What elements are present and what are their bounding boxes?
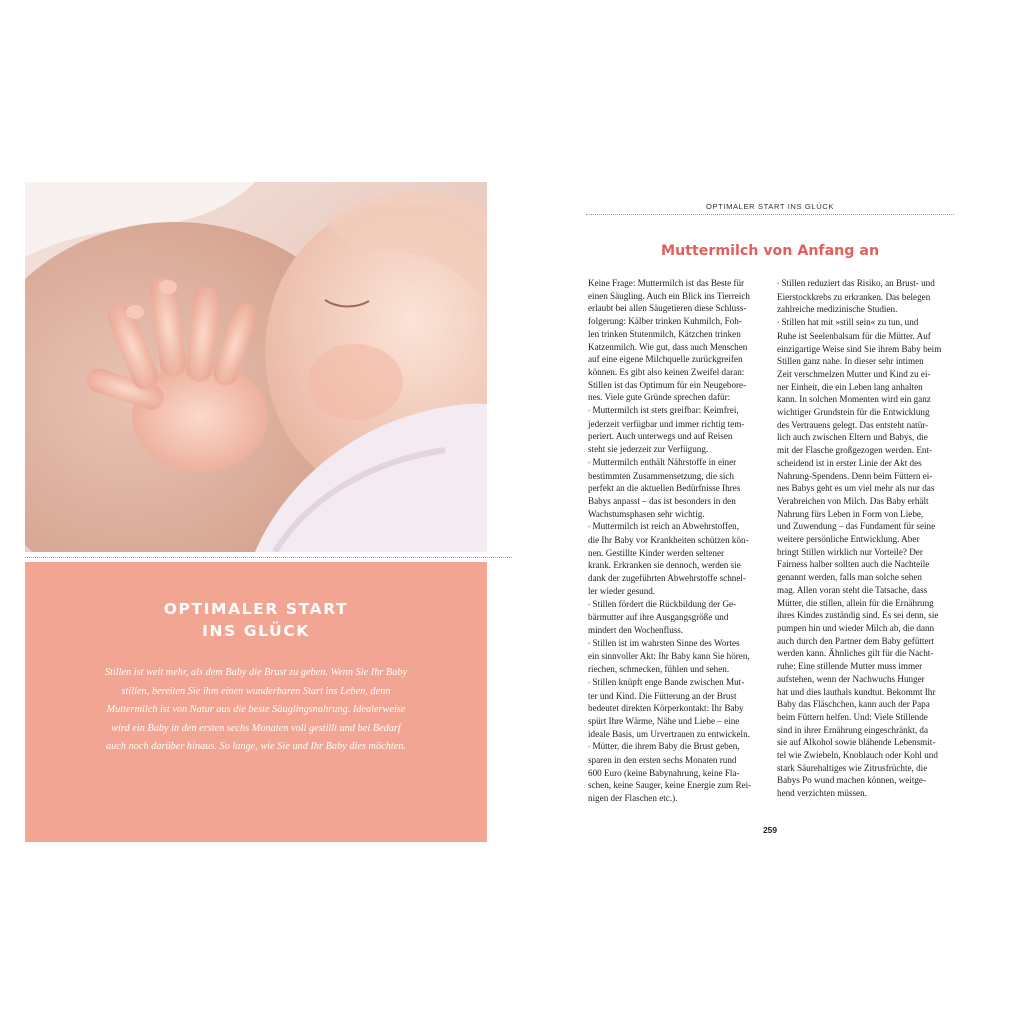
body-text-line bbox=[588, 572, 766, 585]
bullet-icon: • bbox=[588, 407, 591, 416]
body-text-line bbox=[588, 728, 766, 741]
line-text: Mütter, die ihrem Baby die Brust geben, bbox=[592, 741, 740, 752]
body-text-line bbox=[777, 609, 955, 622]
line-text: auch durch den Partner dem Baby gefüttert bbox=[777, 635, 935, 646]
line-text: dank der zugeführten Abwehrstoffe schnel- bbox=[588, 573, 746, 584]
line-text: mindert den Wochenfluss. bbox=[588, 624, 684, 635]
body-text-line bbox=[588, 379, 766, 392]
body-text-line bbox=[588, 366, 766, 379]
body-text-line bbox=[588, 650, 766, 663]
body-text-line bbox=[588, 277, 766, 290]
bullet-icon: • bbox=[588, 639, 591, 648]
body-text-line bbox=[588, 740, 766, 754]
line-text: riechen, schmecken, fühlen und sehen. bbox=[588, 664, 730, 675]
body-text-line bbox=[777, 457, 955, 470]
body-text-line bbox=[588, 611, 766, 624]
line-text: scheidend ist in erster Linie der Akt des bbox=[777, 457, 922, 468]
body-text-line bbox=[588, 520, 766, 534]
body-text-line bbox=[588, 470, 766, 483]
body-text-line bbox=[588, 559, 766, 572]
body-text-line bbox=[588, 404, 766, 418]
body-text-line bbox=[777, 762, 955, 775]
body-text-line bbox=[777, 419, 955, 432]
line-text: steht sie jederzeit zur Verfügung. bbox=[588, 444, 709, 455]
line-text: wichtiger Grundstein für die Entwicklung bbox=[777, 407, 930, 418]
body-text-line bbox=[777, 711, 955, 724]
body-text-line bbox=[777, 558, 955, 571]
line-text: Ruhe ist Seelenbalsam für die Mütter. Auf bbox=[777, 330, 931, 341]
panel-intro-text: Stillen ist weit mehr, als dem Baby die Brust zu geben. Wenn Sie Ihr Baby stillen, bereiten Sie ihm einen wunderbaren Start ins Leben, denn Muttermilch ist von Natur aus die beste Säuglingsnahrung. Idealerweise wird ein Baby in den ersten sechs Monaten voll gestillt und bei Bedarf auch noch darüber hinaus. So lange, wie Sie und Ihr Baby dies möchten. bbox=[104, 667, 408, 752]
line-text: stark Säurehaltiges wie Zitrusfrüchte, die bbox=[777, 762, 928, 773]
line-text: bärmutter auf ihre Ausgangsgröße und bbox=[588, 612, 729, 623]
body-text-line bbox=[588, 676, 766, 690]
line-text: Wachstumsphasen sehr wichtig. bbox=[588, 508, 705, 519]
line-text: Stillen ganz nahe. In dieser sehr intimen bbox=[777, 356, 924, 367]
body-text-line bbox=[777, 482, 955, 495]
body-text-line bbox=[777, 584, 955, 597]
line-text: Keine Frage: Muttermilch ist das Beste für bbox=[588, 278, 745, 288]
bullet-icon: • bbox=[588, 600, 591, 609]
line-text: zahlreiche medizinische Studien. bbox=[777, 304, 898, 315]
line-text: len trinken Stutenmilch, Kätzchen trinken bbox=[588, 328, 741, 339]
line-text: Stillen ist im wahrsten Sinne des Wortes bbox=[592, 637, 740, 648]
running-head: OPTIMALER START INS GLÜCK bbox=[705, 202, 835, 211]
line-text: tel wie Zwiebeln, Knoblauch oder Kohl und bbox=[777, 750, 938, 761]
line-text: ihres Kindes zuständig sind. Es sei denn, sie bbox=[777, 610, 939, 621]
bullet-icon: • bbox=[588, 458, 591, 467]
body-text-line bbox=[588, 690, 766, 703]
line-text: genannt werden, falls man solche sehen bbox=[777, 572, 922, 583]
body-text-line bbox=[777, 647, 955, 660]
bullet-icon: • bbox=[777, 280, 780, 288]
body-text-line bbox=[588, 495, 766, 508]
panel-title: OPTIMALER START INS GLÜCK bbox=[163, 600, 349, 640]
body-column-1 bbox=[588, 277, 766, 805]
line-text: spürt Ihre Wärme, Nähe und Liebe – eine bbox=[588, 715, 740, 726]
baby-breastfeeding-photo bbox=[25, 182, 487, 552]
line-text: Fairness halber sollten auch die Nachteile bbox=[777, 559, 930, 570]
line-text: weitere persönliche Entwicklung. Aber bbox=[777, 534, 920, 545]
line-text: hend verzichten müssen. bbox=[777, 788, 867, 799]
body-text-line bbox=[777, 533, 955, 546]
body-text-line bbox=[777, 736, 955, 749]
body-text-line bbox=[588, 302, 766, 315]
line-text: Stillen fördert die Rückbildung der Ge- bbox=[592, 598, 737, 609]
body-text-line bbox=[588, 508, 766, 521]
body-text-line bbox=[588, 702, 766, 715]
line-text: mit der Flasche großgezogen werden. Ent- bbox=[777, 445, 933, 456]
line-text: beim Füttern helfen. Und: Viele Stillende bbox=[777, 711, 928, 722]
body-text-line bbox=[777, 444, 955, 457]
line-text: lich auch zwischen Eltern und Babys, die bbox=[777, 432, 928, 443]
line-text: ter und Kind. Die Fütterung an der Brust bbox=[588, 690, 737, 701]
body-text-line bbox=[588, 391, 766, 404]
body-text-line bbox=[777, 660, 955, 673]
line-text: mag. Allen voran steht die Tatsache, dass bbox=[777, 584, 928, 595]
line-text: Zeit verschmelzen Mutter und Kind zu ei- bbox=[777, 368, 931, 379]
line-text: sie auf Alkohol sowie blähende Lebensmit- bbox=[777, 737, 936, 748]
line-text: sparen in den ersten sechs Monaten rund bbox=[588, 755, 737, 766]
body-text-line bbox=[588, 624, 766, 637]
bullet-icon: • bbox=[588, 523, 591, 532]
body-text-line bbox=[777, 724, 955, 737]
body-text-line bbox=[588, 637, 766, 651]
body-text-line bbox=[777, 291, 955, 304]
line-text: kann. In solchen Momenten wird ein ganz bbox=[777, 394, 931, 405]
line-text: Nahrung-Spendens. Denn beim Füttern ei- bbox=[777, 470, 933, 481]
line-text: pumpen hin und wieder Milch ab, die dann bbox=[777, 622, 935, 633]
line-text: werden kann. Ähnliches gilt für die Nacht- bbox=[777, 648, 934, 659]
line-text: nen. Gestillte Kinder werden seltener bbox=[588, 547, 725, 558]
line-text: Muttermilch ist stets greifbar: Keimfrei, bbox=[592, 405, 739, 416]
line-text: Stillen knüpft enge Bande zwischen Mut- bbox=[592, 676, 745, 687]
body-text-line bbox=[777, 316, 955, 330]
line-text: Eierstockkrebs zu erkranken. Das belegen bbox=[777, 291, 931, 302]
body-text-line bbox=[588, 792, 766, 805]
line-text: nes. Viele gute Gründe sprechen dafür: bbox=[588, 392, 731, 403]
body-text-line bbox=[777, 749, 955, 762]
line-text: ein sinnvoller Akt: Ihr Baby kann Sie hören, bbox=[588, 651, 750, 662]
line-text: ideale Basis, um Urvertrauen zu entwickeln. bbox=[588, 728, 750, 739]
body-text-line bbox=[588, 715, 766, 728]
line-text: bringt Stillen wirklich nur Vorteile? Der bbox=[777, 546, 923, 557]
line-text: bestimmten Zusammensetzung, die sich bbox=[588, 470, 734, 481]
line-text: Nahrung fürs Leben in Form von Liebe, bbox=[777, 508, 924, 519]
body-text-line bbox=[777, 330, 955, 343]
body-text-line bbox=[777, 381, 955, 394]
body-text-line bbox=[777, 597, 955, 610]
line-text: erlaubt bei allen Säugetieren diese Schluss- bbox=[588, 303, 747, 314]
body-text-line bbox=[777, 508, 955, 521]
body-text-line bbox=[777, 406, 955, 419]
body-text-line bbox=[777, 787, 955, 800]
body-text-line bbox=[588, 534, 766, 547]
body-text-line bbox=[588, 418, 766, 431]
body-text-line bbox=[777, 470, 955, 483]
body-text-line bbox=[777, 355, 955, 368]
line-text: Verabreichen von Milch. Das Baby erhält bbox=[777, 495, 929, 506]
body-text-line bbox=[588, 585, 766, 598]
bullet-icon: • bbox=[777, 319, 780, 328]
line-text: aufstehen, wenn der Nachwuchs Hunger bbox=[777, 673, 925, 684]
body-text-line bbox=[588, 779, 766, 792]
body-text-line bbox=[588, 456, 766, 470]
body-text-line bbox=[588, 328, 766, 341]
body-text-line bbox=[588, 598, 766, 612]
line-text: des Vertrauens gelegt. Das entsteht natür- bbox=[777, 419, 929, 430]
page-number: 259 bbox=[763, 825, 777, 835]
line-text: Stillen reduziert das Risiko, an Brust- und bbox=[781, 278, 935, 288]
line-text: perfekt an die aktuellen Bedürfnisse Ihres bbox=[588, 483, 741, 494]
line-text: Babys anpasst – das ist besonders in den bbox=[588, 495, 736, 506]
line-text: bedeutet direkten Körperkontakt: Ihr Baby bbox=[588, 703, 744, 714]
line-text: hat und dies lauthals kundtut. Bekommt Ihr bbox=[777, 686, 936, 697]
line-text: Stillen hat mit »still sein« zu tun, und bbox=[781, 317, 919, 328]
line-text: jederzeit verfügbar und immer richtig tem- bbox=[588, 418, 745, 429]
body-text-line bbox=[588, 290, 766, 303]
line-text: Stillen ist das Optimum für ein Neugebore- bbox=[588, 379, 747, 390]
body-text-line bbox=[777, 368, 955, 381]
line-text: Katzenmilch. Wie gut, dass auch Menschen bbox=[588, 341, 748, 352]
line-text: ruhe: Eine stillende Mutter muss immer bbox=[777, 661, 923, 672]
body-text-line bbox=[588, 315, 766, 328]
body-text-line bbox=[588, 353, 766, 366]
body-text-line bbox=[777, 571, 955, 584]
line-text: die Ihr Baby vor Krankheiten schützen kön- bbox=[588, 535, 749, 546]
body-text-line bbox=[777, 277, 955, 291]
line-text: schen, keine Sauger, keine Energie zum Rei- bbox=[588, 780, 752, 791]
line-text: krank. Erkranken sie dennoch, werden sie bbox=[588, 560, 741, 571]
body-text-line bbox=[777, 673, 955, 686]
body-text-line bbox=[777, 635, 955, 648]
body-text-line bbox=[588, 767, 766, 780]
line-text: folgerung: Kälber trinken Kuhmilch, Foh- bbox=[588, 316, 742, 327]
line-text: nes Babys geht es um viel mehr als nur das bbox=[777, 483, 935, 494]
bullet-icon: • bbox=[588, 743, 591, 752]
line-text: Baby das Fläschchen, kann auch der Papa bbox=[777, 699, 930, 710]
body-text-line bbox=[777, 303, 955, 316]
line-text: ler wieder gesund. bbox=[588, 585, 656, 596]
running-head-rule bbox=[586, 214, 954, 215]
body-text-line bbox=[777, 431, 955, 444]
body-text-line bbox=[777, 546, 955, 559]
body-text-line bbox=[588, 754, 766, 767]
bullet-icon: • bbox=[588, 678, 591, 687]
line-text: Muttermilch enthält Nährstoffe in einer bbox=[592, 456, 737, 467]
line-text: 600 Euro (keine Babynahrung, keine Fla- bbox=[588, 767, 740, 778]
body-text-line bbox=[588, 430, 766, 443]
body-text-line bbox=[588, 547, 766, 560]
line-text: einzigartige Weise sind Sie ihrem Baby beim bbox=[777, 343, 942, 354]
body-text-line bbox=[777, 622, 955, 635]
line-text: auf eine eigene Milchquelle zurückgreifen bbox=[588, 354, 743, 365]
body-text-line bbox=[588, 443, 766, 456]
body-text-line bbox=[777, 495, 955, 508]
intro-panel bbox=[25, 562, 487, 842]
line-text: sind in ihrer Ernährung eingeschränkt, da bbox=[777, 724, 929, 735]
body-text-line bbox=[777, 774, 955, 787]
line-text: Babys Po wund machen können, weitge- bbox=[777, 775, 927, 786]
section-heading: Muttermilch von Anfang an bbox=[660, 243, 880, 259]
body-text-line bbox=[777, 686, 955, 699]
body-column-2 bbox=[777, 277, 955, 800]
body-text-line bbox=[588, 663, 766, 676]
line-text: Mütter, die stillen, allein für die Ernährung bbox=[777, 597, 934, 608]
body-text-line bbox=[777, 520, 955, 533]
line-text: und Zuwendung – das Fundament für seine bbox=[777, 521, 936, 532]
left-dotted-rule bbox=[25, 557, 512, 558]
line-text: nigen der Flaschen etc.). bbox=[588, 793, 678, 804]
line-text: Muttermilch ist reich an Abwehrstoffen, bbox=[592, 521, 740, 532]
body-text-line bbox=[777, 698, 955, 711]
line-text: periert. Auch unterwegs und auf Reisen bbox=[588, 431, 733, 442]
body-text-line bbox=[588, 482, 766, 495]
line-text: einen Säugling. Auch ein Blick ins Tierreich bbox=[588, 290, 750, 301]
line-text: können. Es gibt also keinen Zweifel daran: bbox=[588, 366, 745, 377]
body-text-line bbox=[777, 393, 955, 406]
body-text-line bbox=[777, 343, 955, 356]
line-text: ner Einheit, die ein Leben lang anhalten bbox=[777, 381, 923, 392]
body-text-line bbox=[588, 341, 766, 354]
